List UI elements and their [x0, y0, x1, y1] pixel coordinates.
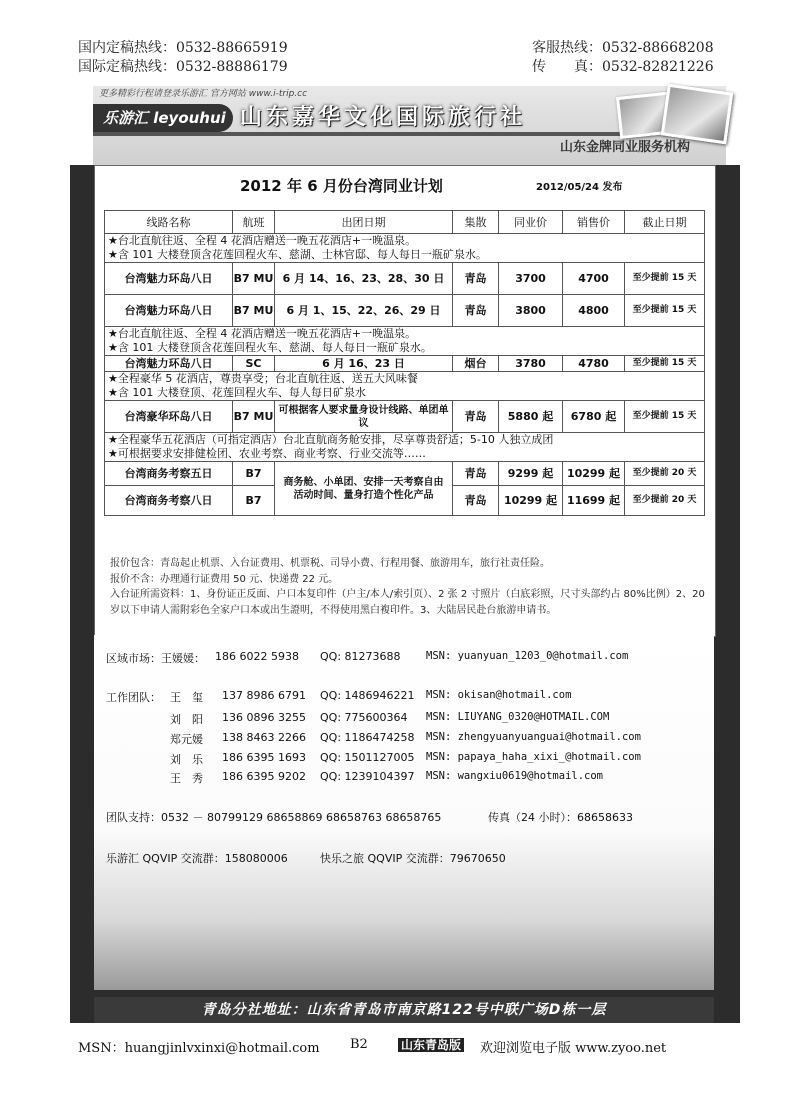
team-member-msn: MSN: LIUYANG_0320@HOTMAIL.COM — [426, 711, 610, 723]
team-member-qq: QQ: 1486946221 — [320, 689, 415, 702]
edition-badge-label: 山东青岛版 — [398, 1038, 464, 1052]
sale-price: 11699 起 — [563, 486, 625, 516]
international-hotline: 国际定稿热线：0532-88886179 — [78, 59, 288, 75]
column-header: 航班 — [233, 211, 275, 234]
price-notes — [110, 556, 710, 618]
departure-dates: 6 月 14、16、23、28、30 日 — [275, 263, 453, 295]
route-name: 台湾魅力环岛八日 — [105, 356, 233, 372]
team-member-name: 刘 乐 — [170, 753, 203, 766]
table-row — [105, 356, 705, 372]
peer-price: 3800 — [499, 295, 563, 327]
tour-plan-table — [104, 210, 705, 516]
page-number: B2 — [350, 1037, 368, 1052]
flight: B7 MU — [233, 295, 275, 327]
peer-price: 10299 起 — [499, 486, 563, 516]
note-row — [105, 372, 705, 401]
note-line: ★全程豪华 5 花酒店，尊贵享受；台北直航往返、送五大风味餐 — [108, 372, 418, 385]
team-member-phone: 186 6395 9202 — [222, 770, 306, 783]
region-msn: MSN: yuanyuan_1203_0@hotmail.com — [426, 650, 629, 662]
team-member-phone: 186 6395 1693 — [222, 751, 306, 764]
fax-number: 传 真：0532-82821226 — [532, 59, 714, 75]
note-line: ★含 101 大楼登顶含花莲回程火车、慈湖、士林官邸、每人每日一瓶矿泉水。 — [108, 248, 487, 261]
deadline: 至少提前 15 天 — [625, 356, 705, 372]
footer-msn: MSN：huangjinlvxinxi@hotmail.com — [78, 1041, 320, 1056]
team-member-msn: MSN: zhengyuanyuanguai@hotmail.com — [426, 731, 641, 743]
team-member-msn: MSN: papaya_haha_xixi_@hotmail.com — [426, 751, 641, 763]
note-line: ★台北直航往返、全程 4 花酒店赠送一晚五花酒店+一晚温泉。 — [108, 234, 417, 247]
route-name: 台湾魅力环岛八日 — [105, 263, 233, 295]
team-member-qq: QQ: 1186474258 — [320, 731, 415, 744]
flight: B7 MU — [233, 401, 275, 433]
team-member-phone: 137 8986 6791 — [222, 689, 306, 702]
service-hotline: 客服热线：0532-88668208 — [532, 40, 714, 56]
team-member-qq: QQ: 1239104397 — [320, 770, 415, 783]
visa-requirements: 入台证所需资料：1、身份证正反面、户口本复印件（户主/本人/索引页）、2 张 2 寸照片（白底彩照，尺寸头部约占 80%比例）2、20 岁以下申请人需附彩色全家户口本或出生證明，不得使用黑白複印件。3、大陆居民赴台旅游申请书。 — [110, 589, 705, 616]
team-member-msn: MSN: okisan@hotmail.com — [426, 689, 572, 701]
table-row — [105, 401, 705, 433]
note-row — [105, 234, 705, 263]
route-name: 台湾商务考察八日 — [105, 486, 233, 516]
domestic-hotline: 国内定稿热线：0532-88665919 — [78, 40, 288, 56]
deadline: 至少提前 15 天 — [625, 263, 705, 295]
team-member-phone: 138 8463 2266 — [222, 731, 306, 744]
deadline: 至少提前 15 天 — [625, 295, 705, 327]
column-header: 集散 — [453, 211, 499, 234]
note-line: ★可根据要求安排健检团、农业考察、商业考察、行业交流等…… — [108, 447, 426, 460]
hub-city: 青岛 — [453, 263, 499, 295]
team-member-msn: MSN: wangxiu0619@hotmail.com — [426, 770, 604, 782]
sale-price: 4780 — [563, 356, 625, 372]
flight: B7 MU — [233, 263, 275, 295]
hub-city: 青岛 — [453, 401, 499, 433]
website-link[interactable]: 欢迎浏览电子版 www.zyoo.net — [480, 1041, 667, 1056]
column-header: 截止日期 — [625, 211, 705, 234]
route-name: 台湾豪华环岛八日 — [105, 401, 233, 433]
team-support: 团队支持：0532 － 80799129 68658869 68658763 68658765 — [106, 811, 442, 824]
column-header: 出团日期 — [275, 211, 453, 234]
fax-24h: 传真（24 小时）：68658633 — [488, 811, 633, 824]
price-includes: 报价包含：青岛起止机票、入台证费用、机票税、司导小费、行程用餐、旅游用车，旅行社责任险。 — [110, 558, 550, 569]
team-member-name: 郑元媛 — [170, 733, 203, 746]
peer-price: 3700 — [499, 263, 563, 295]
sale-price: 4700 — [563, 263, 625, 295]
flight: B7 — [233, 462, 275, 486]
hub-city: 青岛 — [453, 486, 499, 516]
peer-price: 3780 — [499, 356, 563, 372]
team-member-name: 刘 阳 — [170, 713, 203, 726]
table-header-row — [105, 211, 705, 234]
hub-city: 青岛 — [453, 462, 499, 486]
sale-price: 4800 — [563, 295, 625, 327]
table-row — [105, 263, 705, 295]
departure-dates: 6 月 16、23 日 — [275, 356, 453, 372]
qq-group-leyouhui: 乐游汇 QQVIP 交流群：158080006 — [106, 852, 288, 865]
peer-price: 9299 起 — [499, 462, 563, 486]
route-name: 台湾商务考察五日 — [105, 462, 233, 486]
note-line: ★含 101 大楼登顶含花莲回程火车、慈湖、每人每日一瓶矿泉水。 — [108, 341, 432, 354]
sale-price: 10299 起 — [563, 462, 625, 486]
column-header: 同业价 — [499, 211, 563, 234]
departure-dates: 商务舱、小单团、安排一天考察自由活动时间、量身打造个性化产品 — [275, 462, 453, 516]
edition-badge — [398, 1036, 464, 1053]
note-row — [105, 433, 705, 462]
region-market-label: 区域市场：王媛媛： — [106, 652, 205, 665]
peer-price: 5880 起 — [499, 401, 563, 433]
departure-dates: 可根据客人要求量身设计线路、单团单议 — [275, 401, 453, 433]
route-name: 台湾魅力环岛八日 — [105, 295, 233, 327]
plan-title: 2012 年 6 月份台湾同业计划 — [240, 177, 443, 195]
departure-dates: 6 月 1、15、22、26、29 日 — [275, 295, 453, 327]
publish-date: 2012/05/24 发布 — [536, 182, 623, 193]
team-label: 工作团队： — [106, 691, 161, 704]
branch-address: 青岛分社地址：山东省青岛市南京路122号中联广场D栋一层 — [94, 997, 714, 1023]
banner-website-text: 更多精彩行程请登录乐游汇 官方网站 www.i-trip.cc — [99, 89, 308, 99]
deadline: 至少提前 15 天 — [625, 401, 705, 433]
team-member-phone: 136 0896 3255 — [222, 711, 306, 724]
hub-city: 青岛 — [453, 295, 499, 327]
team-member-qq: QQ: 1501127005 — [320, 751, 415, 764]
company-tagline: 山东金牌同业服务机构 — [560, 140, 691, 155]
deadline: 至少提前 20 天 — [625, 462, 705, 486]
note-line: ★台北直航往返、全程 4 花酒店赠送一晚五花酒店+一晚温泉。 — [108, 327, 417, 340]
team-member-qq: QQ: 775600364 — [320, 711, 408, 724]
region-qq: QQ: 81273688 — [320, 650, 401, 663]
company-name: 山东嘉华文化国际旅行社 — [240, 105, 527, 130]
sale-price: 6780 起 — [563, 401, 625, 433]
price-excludes: 报价不含：办理通行证费用 50 元、快递费 22 元。 — [110, 573, 339, 585]
note-line: ★含 101 大楼登顶、花莲回程火车、每人每日矿泉水 — [108, 386, 366, 399]
note-row — [105, 327, 705, 356]
region-phone: 186 6022 5938 — [215, 650, 299, 663]
flight: B7 — [233, 486, 275, 516]
table-row — [105, 462, 705, 486]
column-header: 销售价 — [563, 211, 625, 234]
team-member-name: 王 玺 — [170, 691, 203, 704]
team-member-name: 王 秀 — [170, 772, 203, 785]
deadline: 至少提前 20 天 — [625, 486, 705, 516]
note-line: ★全程豪华五花酒店（可指定酒店）台北直航商务舱安排，尽享尊贵舒适；5-10 人独立成团 — [108, 433, 554, 446]
qq-group-kuaile: 快乐之旅 QQVIP 交流群：79670650 — [320, 852, 506, 865]
column-header: 线路名称 — [105, 211, 233, 234]
hub-city: 烟台 — [453, 356, 499, 372]
flight: SC — [233, 356, 275, 372]
brand-logo: 乐游汇 leyouhui — [93, 104, 233, 132]
table-row — [105, 295, 705, 327]
